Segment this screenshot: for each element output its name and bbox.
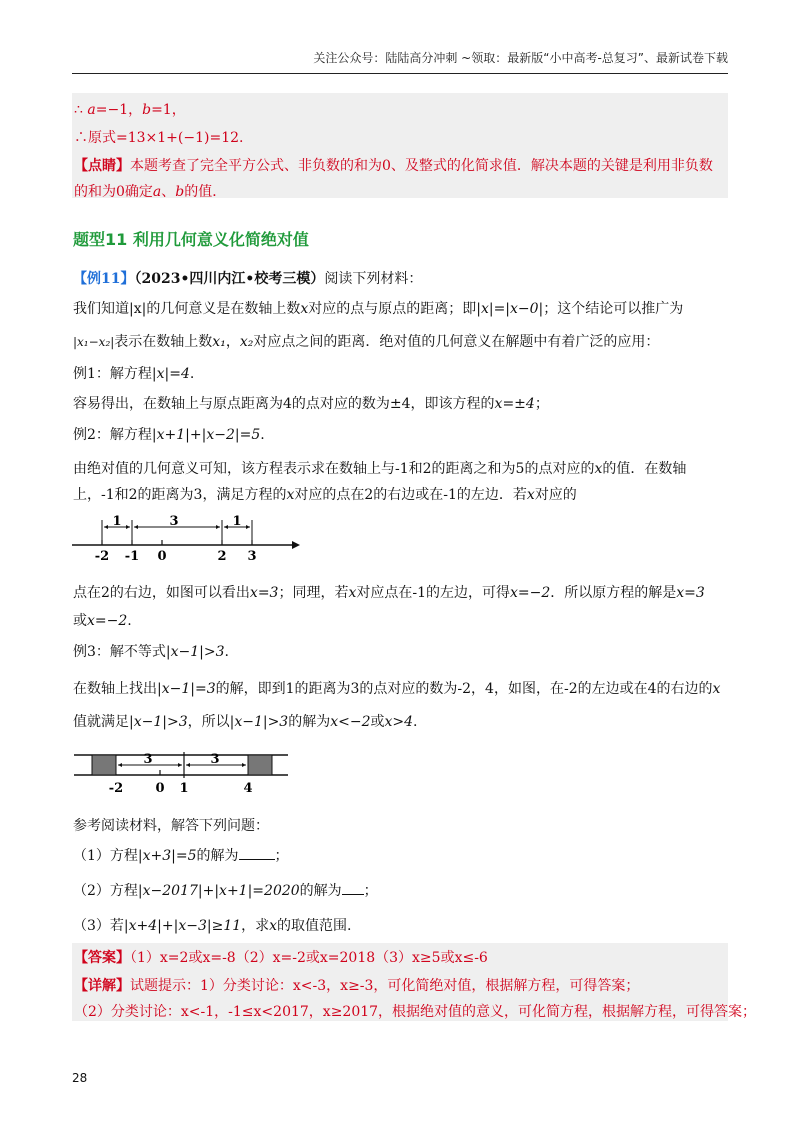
tick-label: -1 <box>124 549 140 564</box>
solution-comment-2: 的和为0确定a、b的值． <box>74 184 227 200</box>
example-3-p2: 值就满足|x−1|>3，所以|x−1|>3的解为x<−2或x>4. <box>73 714 418 730</box>
tick-label: 2 <box>217 549 227 564</box>
detail-line-1: 【详解】试题提示：1）分类讨论：x<-3，x≥-3，可化简绝对值，根据解方程，可得答案； <box>74 978 640 994</box>
section-title: 题型11 利用几何意义化简绝对值 <box>73 230 309 249</box>
example-heading: 【例11】（2023•四川内江•校考三模）阅读下列材料： <box>73 271 423 287</box>
number-line-2 <box>72 748 294 796</box>
detail-line-2: （2）分类讨论：x<-1，-1≤x<2017，x≥2017，根据绝对值的意义，可化简方程，根据解方程，可得答案； <box>74 1004 757 1020</box>
example-3: 例3：解不等式|x−1|>3. <box>73 644 229 660</box>
header-rule <box>72 73 728 74</box>
example-1: 例1：解方程|x|=4. <box>73 366 195 382</box>
tick-label: 4 <box>243 781 253 796</box>
question-2: （2）方程|x−2017|+|x+1|=2020的解为 ； <box>73 883 378 899</box>
question-1: （1）方程|x+3|=5的解为 ； <box>73 848 289 864</box>
example-2: 例2：解方程|x+1|+|x−2|=5. <box>73 427 265 443</box>
answer-line: 【答案】（1）x=2或x=-8（2）x=-2或x=2018（3）x≥5或x≤-6 <box>74 950 488 966</box>
example-2-p4: 或x=−2. <box>73 613 132 629</box>
reference-text: 参考阅读材料，解答下列问题： <box>73 818 269 834</box>
page-header: 关注公众号：陆陆高分冲刺 ~领取：最新版“小中高考-总复习”、最新试卷下载 <box>313 51 728 65</box>
tick-label: -2 <box>108 781 124 796</box>
seg-label-2: 3 <box>169 514 179 529</box>
number-line-1 <box>70 512 302 564</box>
paragraph-1: 我们知道|x|的几何意义是在数轴上数x对应的点与原点的距离；即|x|=|x−0|；这个结论可以推广为 <box>73 301 684 317</box>
question-3: （3）若|x+4|+|x−3|≥11，求x的取值范围. <box>73 918 352 934</box>
example-2-p2: 上，-1和2的距离为3，满足方程的x对应的点在2的右边或在-1的左边．若x对应的 <box>73 487 577 503</box>
example-2-p3: 点在2的右边，如图可以看出x=3；同理，若x对应点在-1的左边，可得x=−2．所以原方程的解是x=3 <box>73 585 705 601</box>
page-number: 28 <box>72 1071 88 1085</box>
seg-label-3: 1 <box>232 514 242 529</box>
example-2-p1: 由绝对值的几何意义可知，该方程表示求在数轴上与-1和2的距离之和为5的点对应的x的值．在数轴 <box>73 461 687 477</box>
paragraph-2: |x₁−x₂|表示在数轴上数x₁，x₂对应点之间的距离．绝对值的几何意义在解题中有着广泛的应用： <box>73 334 660 350</box>
solution-line-1: ∴ a=−1，b=1， <box>74 102 186 118</box>
example-1-answer: 容易得出，在数轴上与原点距离为4的点对应的数为±4，即该方程的x=±4； <box>73 396 549 412</box>
tick-label: 0 <box>157 549 167 564</box>
solution-line-2: ∴原式=13×1+(−1)=12. <box>74 130 244 146</box>
tick-label: 1 <box>179 781 189 796</box>
seg-label-2: 3 <box>210 752 220 767</box>
tick-label: 3 <box>247 549 257 564</box>
solution-comment-1: 【点睛】本题考查了完全平方公式、非负数的和为0、及整式的化简求值．解决本题的关键是利用非负数 <box>74 158 713 174</box>
tick-label: 0 <box>155 781 165 796</box>
tick-label: -2 <box>94 549 110 564</box>
example-3-p1: 在数轴上找出|x−1|=3的解，即到1的距离为3的点对应的数为-2，4，如图，在-2的左边或在4的右边的x <box>73 681 721 697</box>
seg-label-1: 1 <box>112 514 122 529</box>
seg-label-1: 3 <box>143 752 153 767</box>
